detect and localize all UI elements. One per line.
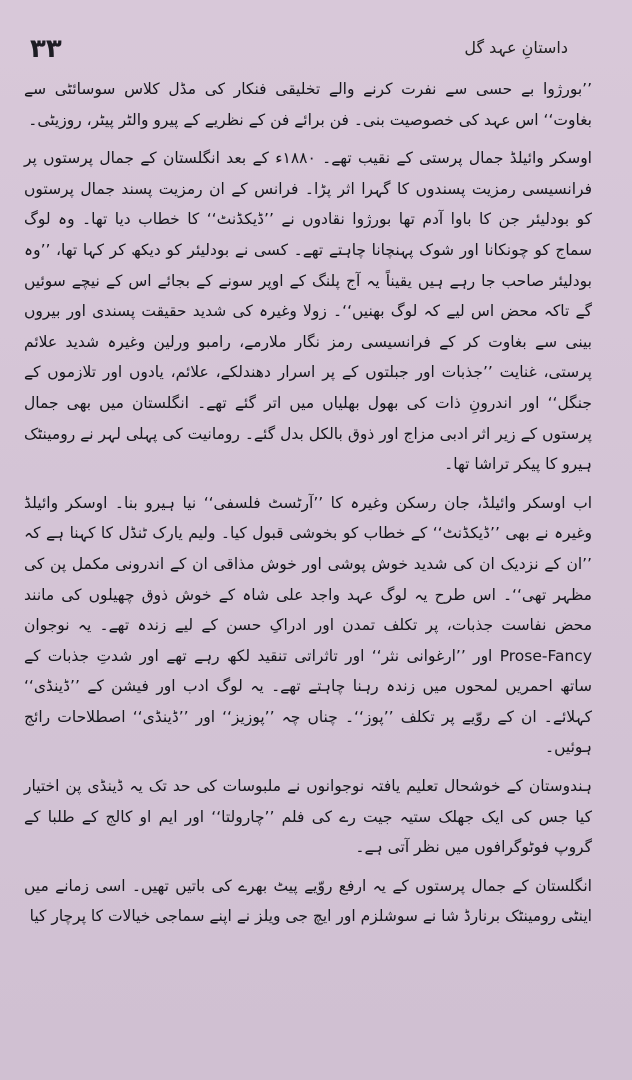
paragraph: اب اوسکر وائیلڈ، جان رسکن وغیرہ کا ’’آرٹسٹ فلسفی‘‘ نیا ہیرو بنا۔ اوسکر وائیلڈ وغیرہ نے بھی ’’ڈیکڈنٹ‘‘ کے خطاب کو بخوشی قبول کیا۔ ولیم یارک ٹنڈل کا کہنا ہے کہ ’’ان کے نزدیک ان کی شدید خوش پوشی اور خوش مذاقی ان کے اندرونی مکمل پن کی مظہر تھی‘‘۔ اس طرح یہ لوگ عہد واجد علی شاہ کے خوش ذوق چھیلوں کی مانند محض نفاست جذبات، پر تکلف تمدن اور ادراکِ حسن کے لیے زندہ تھے۔ یہ نوجوان Prose-Fancy اور ’’ارغوانی نثر‘‘ اور تاثراتی تنقید لکھ رہے تھے اور شدتِ جذبات کے ساتھ احمریں لمحوں میں زندہ رہنا چاہتے تھے۔ یہ لوگ ادب اور فیشن کے ’’ڈینڈی‘‘ کہلائے۔ ان کے روّیے پر تکلف ’’پوز‘‘۔ چناں چہ ’’پوزیز‘‘ اور ’’ڈینڈی‘‘ اصطلاحات رائج ہوئیں۔ (24, 493, 592, 757)
paragraph: انگلستان کے جمال پرستوں کے یہ ارفع روّیے پیٹ بھرے کی باتیں تھیں۔ اسی زمانے میں اینٹی رومینٹک برنارڈ شا نے سوشلزم اور ایچ جی ویلز نے اپنے سماجی خیالات کا پرچار کیا (24, 876, 592, 926)
paragraph: ہندوستان کے خوشحال تعلیم یافتہ نوجوانوں نے ملبوسات کی حد تک یہ ڈینڈی پن اختیار کیا جس کی ایک جھلک ستیہ جیت رے کی فلم ’’چارولتا‘‘ اور ایم او کالج کے طلبا کے گروپ فوٹوگرافوں میں نظر آتی ہے۔ (24, 777, 592, 857)
body-text (24, 74, 592, 940)
paragraph: ’’بورژوا بے حسی سے نفرت کرنے والے تخلیقی فنکار کی مڈل کلاس سوسائٹی سے بغاوت‘‘ اس عہد کی خصوصیت بنی۔ فن برائے فن کے نظریے کے پیرو والٹر پیٹر، روزیٹی۔ (24, 80, 592, 129)
paragraph: اوسکر وائیلڈ جمال پرستی کے نقیب تھے۔ ۱۸۸۰ء کے بعد انگلستان کے جمال پرستوں پر فرانسیسی رمزیت پسندوں کا گہرا اثر پڑا۔ فرانس کے ان رمزیت پسند جمال پرستوں کو بودلیئر جن کا باوا آدم تھا بورژوا نقادوں نے ’’ڈیکڈنٹ‘‘ کا خطاب دیا تھا۔ وہ لوگ سماج کو چونکانا اور شوک پہنچانا چاہتے تھے۔ کسی نے بودلیئر کو دیکھ کر کہا تھا، ’’وہ بودلیئر صاحب جا رہے ہیں یقیناً یہ آج پلنگ کے اوپر سونے کے بجائے اس کے نیچے سوئیں گے تاکہ محض اس لیے کہ لوگ بھنیں‘‘۔ زولا وغیرہ کی شدید حقیقت پسندی اور بیروں بینی سے بغاوت کر کے فرانسیسی رمز نگار ملارمے، رامبو ورلین وغیرہ شدید علائم پرستی، غنایت ’’جذبات اور جبلتوں کے پر اسرار دھندلکے، علائم، یادوں اور تلازموں کے جنگل‘‘ اور اندرونِ ذات کی بھول بھلیاں میں اتر گئے تھے۔ انگلستان میں بھی جمال پرستوں کے زیر اثر ادبی مزاج اور ذوق بالکل بدل گئے۔ رومانیت کی پہلی لہر نے رومینٹک ہیرو کا پیکر تراشا تھا۔ (24, 149, 592, 474)
page-header (30, 34, 568, 68)
running-title: داستانِ عہد گل (464, 38, 568, 57)
page-number: ۳۳ (30, 34, 62, 64)
